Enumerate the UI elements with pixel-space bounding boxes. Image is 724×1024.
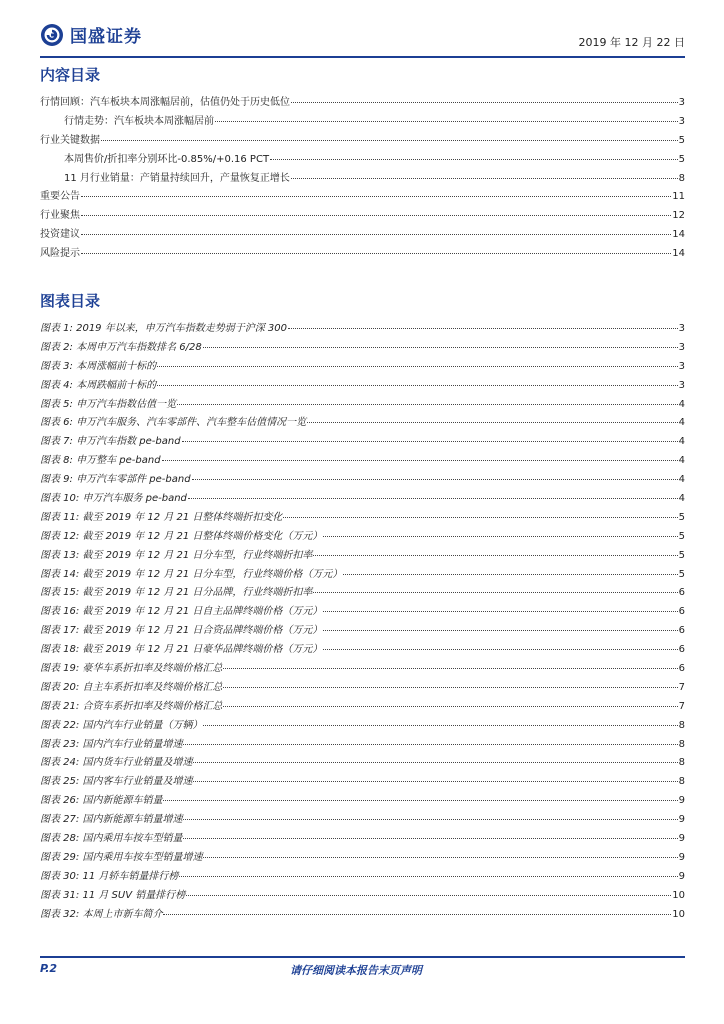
toc-entry[interactable] bbox=[40, 94, 685, 113]
figure-entry-page-number: 8 bbox=[678, 719, 685, 731]
dot-leader bbox=[179, 876, 677, 877]
dot-leader bbox=[162, 460, 678, 461]
figure-entry-text: 图表 26: 国内新能源车销量 bbox=[40, 795, 163, 807]
figure-entry[interactable] bbox=[40, 509, 685, 528]
toc-entry-page-number: 14 bbox=[672, 229, 685, 241]
dot-leader bbox=[81, 234, 671, 235]
figure-entry-page-number: 10 bbox=[672, 908, 685, 920]
figure-entry[interactable] bbox=[40, 584, 685, 603]
figure-entry[interactable] bbox=[40, 792, 685, 811]
figure-entry-text: 图表 12: 截至 2019 年 12 月 21 日整体终端价格变化（万元） bbox=[40, 530, 323, 542]
toc-entry-text: 行业关键数据 bbox=[40, 134, 100, 146]
figure-entry[interactable] bbox=[40, 622, 685, 641]
figure-entry-text: 图表 16: 截至 2019 年 12 月 21 日自主品牌终端价格（万元） bbox=[40, 606, 323, 618]
figure-entry-page-number: 4 bbox=[678, 455, 685, 467]
figure-entry[interactable] bbox=[40, 887, 685, 906]
figure-entry-text: 图表 25: 国内客车行业销量及增速 bbox=[40, 776, 193, 788]
dot-leader bbox=[323, 649, 677, 650]
toc-entry-text: 重要公告 bbox=[40, 191, 80, 203]
dot-leader bbox=[323, 630, 677, 631]
dot-leader bbox=[343, 574, 677, 575]
figure-entry-page-number: 5 bbox=[678, 549, 685, 561]
figure-entry-text: 图表 8: 申万整车 pe-band bbox=[40, 455, 161, 467]
figure-entry[interactable] bbox=[40, 566, 685, 585]
figure-entry[interactable] bbox=[40, 396, 685, 415]
figure-entry-page-number: 5 bbox=[678, 511, 685, 523]
toc-entry-text: 投资建议 bbox=[40, 229, 80, 241]
dot-leader bbox=[203, 857, 677, 858]
figure-list-title: 图表目录 bbox=[40, 292, 101, 310]
figure-entry[interactable] bbox=[40, 471, 685, 490]
page-number: P.2 bbox=[40, 962, 58, 975]
dot-leader bbox=[193, 781, 677, 782]
figure-entry-page-number: 8 bbox=[678, 757, 685, 769]
dot-leader bbox=[157, 366, 678, 367]
figure-list bbox=[40, 320, 685, 925]
figure-entry-text: 图表 30: 11 月轿车销量排行榜 bbox=[40, 870, 179, 882]
figure-entry-page-number: 3 bbox=[678, 379, 685, 391]
dot-leader bbox=[81, 215, 671, 216]
figure-entry-text: 图表 5: 申万汽车指数估值一览 bbox=[40, 398, 177, 410]
figure-entry-text: 图表 11: 截至 2019 年 12 月 21 日整体终端折扣变化 bbox=[40, 511, 283, 523]
figure-entry[interactable] bbox=[40, 849, 685, 868]
figure-entry-page-number: 9 bbox=[678, 833, 685, 845]
dot-leader bbox=[215, 121, 678, 122]
figure-entry-text: 图表 13: 截至 2019 年 12 月 21 日分车型，行业终端折扣率 bbox=[40, 549, 313, 561]
figure-entry-text: 图表 20: 自主车系折扣率及终端价格汇总 bbox=[40, 681, 223, 693]
figure-entry-text: 图表 7: 申万汽车指数 pe-band bbox=[40, 436, 181, 448]
dot-leader bbox=[188, 498, 678, 499]
toc-entry-text: 本周售价/折扣率分别环比-0.85%/+0.16 PCT bbox=[64, 153, 270, 165]
figure-entry-text: 图表 29: 国内乘用车按车型销量增速 bbox=[40, 851, 203, 863]
figure-entry-page-number: 4 bbox=[678, 398, 685, 410]
figure-entry[interactable] bbox=[40, 660, 685, 679]
dot-leader bbox=[163, 800, 677, 801]
figure-entry[interactable] bbox=[40, 528, 685, 547]
toc-title: 内容目录 bbox=[40, 66, 101, 84]
figure-entry-page-number: 6 bbox=[678, 625, 685, 637]
figure-entry-page-number: 7 bbox=[678, 681, 685, 693]
dot-leader bbox=[291, 102, 678, 103]
figure-entry-text: 图表 27: 国内新能源车销量增速 bbox=[40, 814, 183, 826]
figure-entry-text: 图表 9: 申万汽车零部件 pe-band bbox=[40, 474, 191, 486]
figure-entry-page-number: 5 bbox=[678, 568, 685, 580]
figure-entry-text: 图表 19: 豪华车系折扣率及终端价格汇总 bbox=[40, 663, 223, 675]
toc-entry-page-number: 5 bbox=[678, 134, 685, 146]
dot-leader bbox=[291, 178, 678, 179]
footer-divider bbox=[40, 956, 685, 958]
toc-entry[interactable] bbox=[40, 113, 685, 132]
dot-leader bbox=[157, 385, 678, 386]
toc-entry-page-number: 8 bbox=[678, 172, 685, 184]
figure-entry-page-number: 5 bbox=[678, 530, 685, 542]
figure-entry-page-number: 4 bbox=[678, 474, 685, 486]
figure-entry-text: 图表 31: 11 月 SUV 销量排行榜 bbox=[40, 889, 186, 901]
toc-entry-page-number: 3 bbox=[678, 115, 685, 127]
toc-entry[interactable] bbox=[40, 188, 685, 207]
figure-entry[interactable] bbox=[40, 547, 685, 566]
figure-entry-page-number: 6 bbox=[678, 663, 685, 675]
figure-entry[interactable] bbox=[40, 641, 685, 660]
figure-entry-text: 图表 10: 申万汽车服务 pe-band bbox=[40, 493, 187, 505]
toc-entry-page-number: 5 bbox=[678, 153, 685, 165]
toc-entry-text: 行情走势：汽车板块本周涨幅居前 bbox=[64, 115, 214, 127]
toc-entry[interactable] bbox=[40, 226, 685, 245]
dot-leader bbox=[101, 140, 678, 141]
toc-entry[interactable] bbox=[40, 245, 685, 264]
figure-entry-text: 图表 1: 2019 年以来，申万汽车指数走势弱于沪深 300 bbox=[40, 323, 287, 334]
dot-leader bbox=[183, 838, 677, 839]
figure-entry[interactable] bbox=[40, 773, 685, 792]
toc-entry-page-number: 11 bbox=[672, 191, 685, 203]
dot-leader bbox=[163, 914, 671, 915]
header-divider bbox=[40, 56, 685, 58]
figure-entry-text: 图表 23: 国内汽车行业销量增速 bbox=[40, 738, 183, 750]
figure-entry-page-number: 3 bbox=[678, 360, 685, 372]
figure-entry-page-number: 7 bbox=[678, 700, 685, 712]
dot-leader bbox=[203, 347, 678, 348]
toc-entry[interactable] bbox=[40, 207, 685, 226]
figure-entry-text: 图表 2: 本周申万汽车指数排名 6/28 bbox=[40, 341, 202, 353]
figure-entry[interactable] bbox=[40, 603, 685, 622]
figure-entry-text: 图表 21: 合资车系折扣率及终端价格汇总 bbox=[40, 700, 223, 712]
figure-entry[interactable] bbox=[40, 339, 685, 358]
figure-entry-page-number: 3 bbox=[678, 341, 685, 353]
figure-entry[interactable] bbox=[40, 736, 685, 755]
dot-leader bbox=[182, 441, 678, 442]
dot-leader bbox=[192, 479, 678, 480]
dot-leader bbox=[186, 895, 671, 896]
figure-entry-text: 图表 14: 截至 2019 年 12 月 21 日分车型，行业终端价格（万元） bbox=[40, 568, 343, 580]
dot-leader bbox=[313, 555, 677, 556]
figure-entry-page-number: 4 bbox=[678, 436, 685, 448]
dot-leader bbox=[183, 819, 677, 820]
figure-entry-page-number: 8 bbox=[678, 776, 685, 788]
toc-entry-text: 行业聚焦 bbox=[40, 210, 80, 222]
logo-text: 国盛证券 bbox=[70, 27, 142, 47]
dot-leader bbox=[313, 592, 677, 593]
figure-entry[interactable] bbox=[40, 377, 685, 396]
page-header bbox=[40, 22, 685, 56]
figure-entry[interactable] bbox=[40, 906, 685, 925]
toc-entry[interactable] bbox=[40, 132, 685, 151]
figure-entry-page-number: 6 bbox=[678, 606, 685, 618]
figure-entry-text: 图表 18: 截至 2019 年 12 月 21 日豪华品牌终端价格（万元） bbox=[40, 644, 323, 656]
figure-entry[interactable] bbox=[40, 452, 685, 471]
logo-icon bbox=[40, 23, 64, 47]
dot-leader bbox=[307, 422, 678, 423]
dot-leader bbox=[81, 196, 671, 197]
figure-entry-text: 图表 22: 国内汽车行业销量（万辆） bbox=[40, 719, 203, 731]
company-logo bbox=[40, 22, 142, 47]
figure-entry-page-number: 4 bbox=[678, 417, 685, 429]
toc-entry-page-number: 14 bbox=[672, 248, 685, 260]
dot-leader bbox=[323, 611, 677, 612]
figure-entry[interactable] bbox=[40, 414, 685, 433]
dot-leader bbox=[177, 404, 678, 405]
dot-leader bbox=[223, 706, 677, 707]
figure-entry-page-number: 9 bbox=[678, 795, 685, 807]
figure-entry-page-number: 9 bbox=[678, 870, 685, 882]
figure-entry-page-number: 9 bbox=[678, 814, 685, 826]
toc-entry[interactable] bbox=[40, 170, 685, 189]
figure-entry[interactable] bbox=[40, 679, 685, 698]
dot-leader bbox=[203, 725, 677, 726]
figure-entry-text: 图表 6: 申万汽车服务、汽车零部件、汽车整车估值情况一览 bbox=[40, 417, 307, 429]
dot-leader bbox=[223, 668, 677, 669]
figure-entry-page-number: 8 bbox=[678, 738, 685, 750]
figure-entry-page-number: 6 bbox=[678, 644, 685, 656]
figure-entry-page-number: 9 bbox=[678, 851, 685, 863]
toc-list bbox=[40, 94, 685, 264]
figure-entry-text: 图表 15: 截至 2019 年 12 月 21 日分品牌，行业终端折扣率 bbox=[40, 587, 313, 599]
figure-entry[interactable] bbox=[40, 698, 685, 717]
toc-entry-page-number: 3 bbox=[678, 97, 685, 108]
dot-leader bbox=[323, 536, 677, 537]
dot-leader bbox=[183, 744, 677, 745]
dot-leader bbox=[193, 762, 677, 763]
dot-leader bbox=[283, 517, 677, 518]
figure-entry-text: 图表 4: 本周跌幅前十标的 bbox=[40, 379, 157, 391]
toc-entry-text: 风险提示 bbox=[40, 248, 80, 260]
figure-entry[interactable] bbox=[40, 754, 685, 773]
figure-entry-text: 图表 17: 截至 2019 年 12 月 21 日合资品牌终端价格（万元） bbox=[40, 625, 323, 637]
figure-entry-page-number: 4 bbox=[678, 493, 685, 505]
toc-entry-text: 11 月行业销量：产销量持续回升，产量恢复正增长 bbox=[64, 172, 290, 184]
dot-leader bbox=[223, 687, 677, 688]
figure-entry[interactable] bbox=[40, 868, 685, 887]
figure-entry-text: 图表 28: 国内乘用车按车型销量 bbox=[40, 833, 183, 845]
figure-entry-text: 图表 3: 本周涨幅前十标的 bbox=[40, 360, 157, 372]
toc-entry-page-number: 12 bbox=[672, 210, 685, 222]
dot-leader bbox=[288, 328, 678, 329]
figure-entry-text: 图表 32: 本周上市新车简介 bbox=[40, 908, 163, 920]
dot-leader bbox=[270, 159, 678, 160]
toc-entry[interactable] bbox=[40, 151, 685, 170]
figure-entry-page-number: 6 bbox=[678, 587, 685, 599]
figure-entry[interactable] bbox=[40, 811, 685, 830]
figure-entry[interactable] bbox=[40, 320, 685, 339]
figure-entry[interactable] bbox=[40, 830, 685, 849]
figure-entry[interactable] bbox=[40, 717, 685, 736]
figure-entry-text: 图表 24: 国内货车行业销量及增速 bbox=[40, 757, 193, 769]
figure-entry-page-number: 10 bbox=[672, 889, 685, 901]
dot-leader bbox=[81, 253, 671, 254]
figure-entry[interactable] bbox=[40, 433, 685, 452]
disclaimer-note: 请仔细阅读本报告末页声明 bbox=[290, 964, 422, 977]
figure-entry[interactable] bbox=[40, 490, 685, 509]
toc-entry-text: 行情回顾：汽车板块本周涨幅居前，估值仍处于历史低位 bbox=[40, 97, 290, 108]
figure-entry-page-number: 3 bbox=[678, 323, 685, 334]
figure-entry[interactable] bbox=[40, 358, 685, 377]
report-date: 2019 年 12 月 22 日 bbox=[578, 36, 685, 49]
